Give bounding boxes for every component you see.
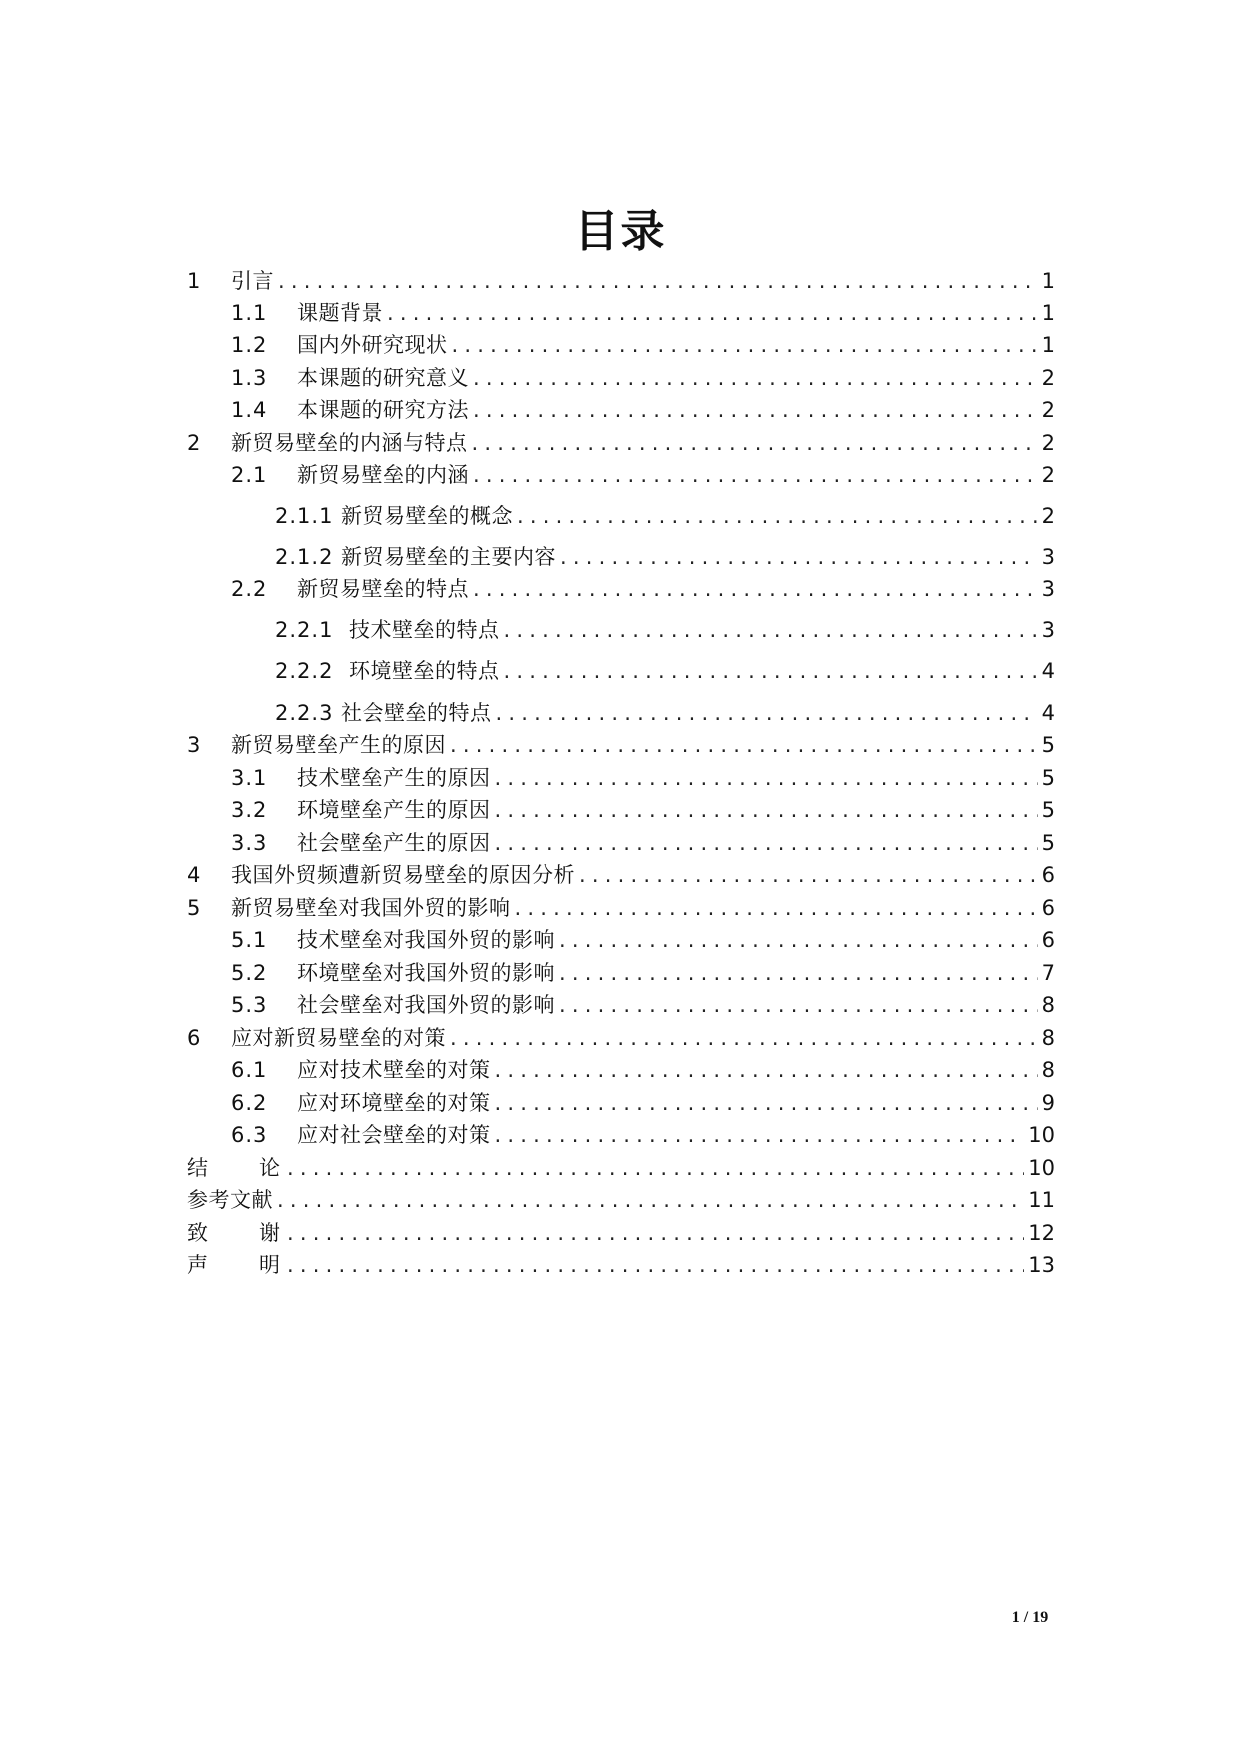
toc-entry-page: 10 — [1028, 1123, 1055, 1147]
toc-dot-leader — [450, 1022, 1038, 1054]
toc-entry-title: 应对新贸易壁垒的对策 — [231, 1026, 446, 1050]
toc-entry-number: 2.1.1 — [275, 504, 334, 528]
toc-entry[interactable] — [231, 1087, 1055, 1119]
toc-entry-page: 2 — [1041, 366, 1055, 390]
toc-entry[interactable] — [187, 729, 1055, 761]
toc-entry-title: 国内外研究现状 — [297, 333, 448, 357]
toc-entry-title: 应对社会壁垒的对策 — [297, 1123, 491, 1147]
toc-entry-title: 课题背景 — [297, 301, 383, 325]
toc-entry-number: 2.1.2 — [275, 545, 334, 569]
toc-entry-number: 6.1 — [231, 1058, 268, 1082]
toc-entry[interactable] — [231, 827, 1055, 859]
toc-entry-page: 5 — [1041, 831, 1055, 855]
toc-entry[interactable] — [231, 394, 1055, 426]
toc-entry-title: 环境壁垒的特点 — [349, 659, 500, 683]
toc-entry[interactable] — [187, 1217, 1055, 1249]
toc-entry-number: 2.1 — [231, 463, 268, 487]
toc-entry-page: 2 — [1041, 398, 1055, 422]
toc-entry-title: 新贸易壁垒的主要内容 — [341, 545, 556, 569]
toc-entry-number: 2.2.1 — [275, 618, 334, 642]
toc-entry[interactable] — [275, 614, 1055, 646]
toc-dot-leader — [472, 427, 1038, 459]
toc-entry-page: 5 — [1041, 733, 1055, 757]
toc-entry-page: 8 — [1041, 1026, 1055, 1050]
toc-entry-number: 3.3 — [231, 831, 268, 855]
toc-entry-title: 应对技术壁垒的对策 — [297, 1058, 491, 1082]
toc-dot-leader — [473, 362, 1038, 394]
toc-entry[interactable] — [275, 655, 1055, 687]
toc-dot-leader — [473, 459, 1038, 491]
toc-entry-page: 1 — [1041, 269, 1055, 293]
toc-entry-number: 6.3 — [231, 1123, 268, 1147]
toc-entry-page: 2 — [1041, 463, 1055, 487]
toc-entry-number: 5.2 — [231, 961, 268, 985]
toc-entry-title: 新贸易壁垒的特点 — [297, 577, 469, 601]
toc-entry-page: 5 — [1041, 798, 1055, 822]
toc-dot-leader — [287, 1249, 1024, 1281]
toc-entry-title: 技术壁垒的特点 — [349, 618, 500, 642]
toc-dot-leader — [278, 265, 1038, 297]
toc-entry[interactable] — [231, 1054, 1055, 1086]
toc-entry-title: 新贸易壁垒的内涵 — [297, 463, 469, 487]
toc-dot-leader — [560, 541, 1038, 573]
toc-entry-page: 5 — [1041, 766, 1055, 790]
toc-entry-title: 社会壁垒对我国外贸的影响 — [297, 993, 555, 1017]
toc-entry-title: 社会壁垒的特点 — [341, 701, 492, 725]
toc-entry-title: 声 明 — [187, 1253, 283, 1277]
toc-entry-title: 新贸易壁垒的概念 — [341, 504, 513, 528]
toc-entry-number: 2.2 — [231, 577, 268, 601]
toc-entry[interactable] — [187, 1184, 1055, 1216]
toc-dot-leader — [277, 1184, 1024, 1216]
toc-dot-leader — [579, 859, 1038, 891]
toc-entry-number: 5.1 — [231, 928, 268, 952]
toc-entry[interactable] — [187, 265, 1055, 297]
page-title: 目录 — [574, 206, 667, 257]
toc-dot-leader — [473, 573, 1038, 605]
toc-entry-page: 11 — [1028, 1188, 1055, 1212]
toc-entry[interactable] — [187, 859, 1055, 891]
toc-entry-page: 6 — [1041, 928, 1055, 952]
toc-entry-title: 环境壁垒产生的原因 — [297, 798, 491, 822]
toc-entry-title: 我国外贸频遭新贸易壁垒的原因分析 — [231, 863, 575, 887]
toc-dot-leader — [473, 394, 1038, 426]
toc-entry-title: 新贸易壁垒的内涵与特点 — [231, 431, 468, 455]
toc-entry-page: 6 — [1041, 896, 1055, 920]
toc-entry-number: 6 — [187, 1026, 202, 1050]
toc-entry[interactable] — [231, 459, 1055, 491]
toc-entry[interactable] — [231, 957, 1055, 989]
toc-entry[interactable] — [231, 1119, 1055, 1151]
toc-entry-title: 新贸易壁垒对我国外贸的影响 — [231, 896, 511, 920]
toc-entry[interactable] — [231, 573, 1055, 605]
toc-entry-number: 5 — [187, 896, 202, 920]
toc-dot-leader — [495, 1087, 1038, 1119]
toc-entry-page: 10 — [1028, 1156, 1055, 1180]
toc-entry-page: 6 — [1041, 863, 1055, 887]
toc-dot-leader — [387, 297, 1038, 329]
toc-entry-title: 结 论 — [187, 1156, 283, 1180]
toc-entry-page: 2 — [1041, 504, 1055, 528]
toc-entry-title: 技术壁垒产生的原因 — [297, 766, 491, 790]
toc-entry-number: 2 — [187, 431, 202, 455]
toc-entry[interactable] — [231, 362, 1055, 394]
toc-entry[interactable] — [231, 989, 1055, 1021]
toc-entry-number: 5.3 — [231, 993, 268, 1017]
toc-entry[interactable] — [187, 427, 1055, 459]
toc-entry-title: 引言 — [231, 269, 274, 293]
toc-entry-page: 1 — [1041, 301, 1055, 325]
toc-dot-leader — [515, 892, 1038, 924]
toc-dot-leader — [287, 1217, 1024, 1249]
toc-entry-title: 新贸易壁垒产生的原因 — [231, 733, 446, 757]
toc-dot-leader — [495, 762, 1038, 794]
toc-dot-leader — [504, 614, 1038, 646]
toc-entry-page: 8 — [1041, 993, 1055, 1017]
toc-dot-leader — [495, 827, 1038, 859]
toc-entry-number: 1.2 — [231, 333, 268, 357]
toc-entry-page: 3 — [1041, 577, 1055, 601]
toc-dot-leader — [504, 655, 1038, 687]
toc-entry[interactable] — [187, 1022, 1055, 1054]
toc-entry[interactable] — [275, 697, 1055, 729]
toc-entry-page: 7 — [1041, 961, 1055, 985]
toc-dot-leader — [452, 329, 1038, 361]
toc-entry[interactable] — [231, 762, 1055, 794]
toc-entry-page: 12 — [1028, 1221, 1055, 1245]
toc-entry-page: 8 — [1041, 1058, 1055, 1082]
toc-dot-leader — [495, 1054, 1038, 1086]
toc-entry-number: 1.4 — [231, 398, 268, 422]
toc-entry-title: 应对环境壁垒的对策 — [297, 1091, 491, 1115]
toc-entry-page: 3 — [1041, 618, 1055, 642]
toc-dot-leader — [559, 989, 1038, 1021]
toc-dot-leader — [495, 794, 1038, 826]
toc-entry-page: 3 — [1041, 545, 1055, 569]
toc-entry-number: 3.2 — [231, 798, 268, 822]
toc-entry-number: 1.3 — [231, 366, 268, 390]
toc-entry-page: 1 — [1041, 333, 1055, 357]
toc-entry-number: 2.2.3 — [275, 701, 334, 725]
toc-entry-number: 4 — [187, 863, 202, 887]
toc-entry-title: 本课题的研究意义 — [297, 366, 469, 390]
toc-entry[interactable] — [187, 1152, 1055, 1184]
toc-entry-number: 2.2.2 — [275, 659, 334, 683]
toc-dot-leader — [517, 500, 1038, 532]
toc-entry-page: 4 — [1041, 659, 1055, 683]
toc-entry-number: 1 — [187, 269, 202, 293]
toc-entry-title: 参考文献 — [187, 1188, 273, 1212]
page-number: 1 / 19 — [1011, 1609, 1049, 1626]
toc-entry[interactable] — [231, 794, 1055, 826]
toc-entry-title: 社会壁垒产生的原因 — [297, 831, 491, 855]
toc-entry[interactable] — [231, 329, 1055, 361]
toc-entry[interactable] — [231, 297, 1055, 329]
toc-entry-title: 本课题的研究方法 — [297, 398, 469, 422]
toc-entry-number: 3 — [187, 733, 202, 757]
toc-dot-leader — [559, 957, 1038, 989]
toc-entry-page: 2 — [1041, 431, 1055, 455]
toc-entry-title: 环境壁垒对我国外贸的影响 — [297, 961, 555, 985]
toc-dot-leader — [287, 1152, 1024, 1184]
toc-dot-leader — [450, 729, 1038, 761]
toc-entry-title: 技术壁垒对我国外贸的影响 — [297, 928, 555, 952]
toc-entry[interactable] — [231, 924, 1055, 956]
toc-entry[interactable] — [275, 541, 1055, 573]
toc-entry[interactable] — [275, 500, 1055, 532]
toc-entry-page: 9 — [1041, 1091, 1055, 1115]
toc-entry-title: 致 谢 — [187, 1221, 283, 1245]
toc-dot-leader — [495, 1119, 1025, 1151]
toc-dot-leader — [559, 924, 1038, 956]
toc-entry-page: 13 — [1028, 1253, 1055, 1277]
toc-entry-number: 1.1 — [231, 301, 268, 325]
toc-entry[interactable] — [187, 892, 1055, 924]
toc-entry-number: 6.2 — [231, 1091, 268, 1115]
toc-dot-leader — [496, 697, 1038, 729]
toc-entry[interactable] — [187, 1249, 1055, 1281]
toc-entry-page: 4 — [1041, 701, 1055, 725]
toc-entry-number: 3.1 — [231, 766, 268, 790]
